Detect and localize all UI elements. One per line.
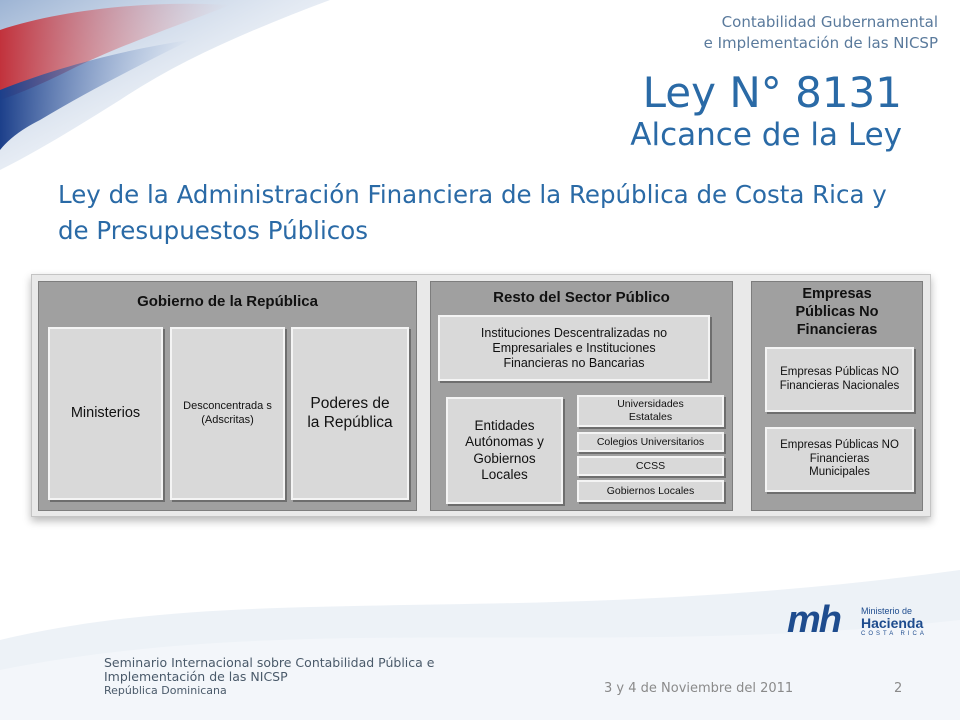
org-section-header-gobierno: Gobierno de la República: [137, 292, 318, 310]
logo-ministerio: Ministerio de: [861, 606, 913, 616]
box-poderes: Poderes de la República: [291, 327, 409, 500]
corner-decoration: [0, 0, 330, 175]
org-section-gobierno: [38, 281, 417, 511]
logo-hacienda: Hacienda: [861, 615, 924, 631]
org-section-empresas: [751, 281, 923, 511]
header-subtitle: [518, 12, 938, 54]
box-empresas-municipales: Empresas Públicas NO Financieras Municipales: [765, 427, 914, 492]
org-section-header-empresas: Empresas Públicas No Financieras: [795, 286, 879, 338]
org-section-header-resto: Resto del Sector Público: [493, 288, 670, 306]
box-ministerios: Ministerios: [48, 327, 163, 500]
footer-seminar-text: Seminario Internacional sobre Contabilidad Pública e Implementación de las NICSP: [104, 655, 435, 684]
sub-box-colegios: Colegios Universitarios: [577, 432, 724, 452]
page-title: Ley N° 8131: [642, 68, 902, 117]
footer-country: República Dominicana: [104, 684, 227, 697]
page-number: 2: [894, 681, 903, 696]
logo-mark: mh: [787, 599, 840, 641]
sub-box-gobiernos-locales: Gobiernos Locales: [577, 480, 724, 502]
header-line-1: Contabilidad Gubernamental: [721, 13, 938, 31]
box-instituciones: Instituciones Descentralizadas no Empresariales e Instituciones Financieras no Bancarias: [438, 315, 710, 381]
lead-text: Ley de la Administración Financiera de la República de Costa Rica y de Presupuestos Públicos: [58, 180, 887, 245]
sub-box-ccss: CCSS: [577, 456, 724, 476]
ministerio-hacienda-logo: [787, 600, 927, 640]
org-section-resto: [430, 281, 733, 511]
page-subtitle: Alcance de la Ley: [630, 117, 902, 153]
footer-date: 3 y 4 de Noviembre del 2011: [604, 681, 794, 696]
logo-text: [861, 606, 931, 638]
box-entidades: Entidades Autónomas y Gobiernos Locales: [446, 397, 563, 504]
box-empresas-nacionales: Empresas Públicas NO Financieras Nacionales: [765, 347, 914, 412]
footer-seminar: [104, 656, 484, 698]
logo-country: COSTA RICA: [861, 631, 927, 637]
sub-box-universidades: Universidades Estatales: [577, 395, 724, 427]
box-desconcentradas: Desconcentrada s (Adscritas): [170, 327, 285, 500]
org-chart: [31, 274, 931, 517]
header-line-2: e Implementación de las NICSP: [703, 34, 938, 52]
